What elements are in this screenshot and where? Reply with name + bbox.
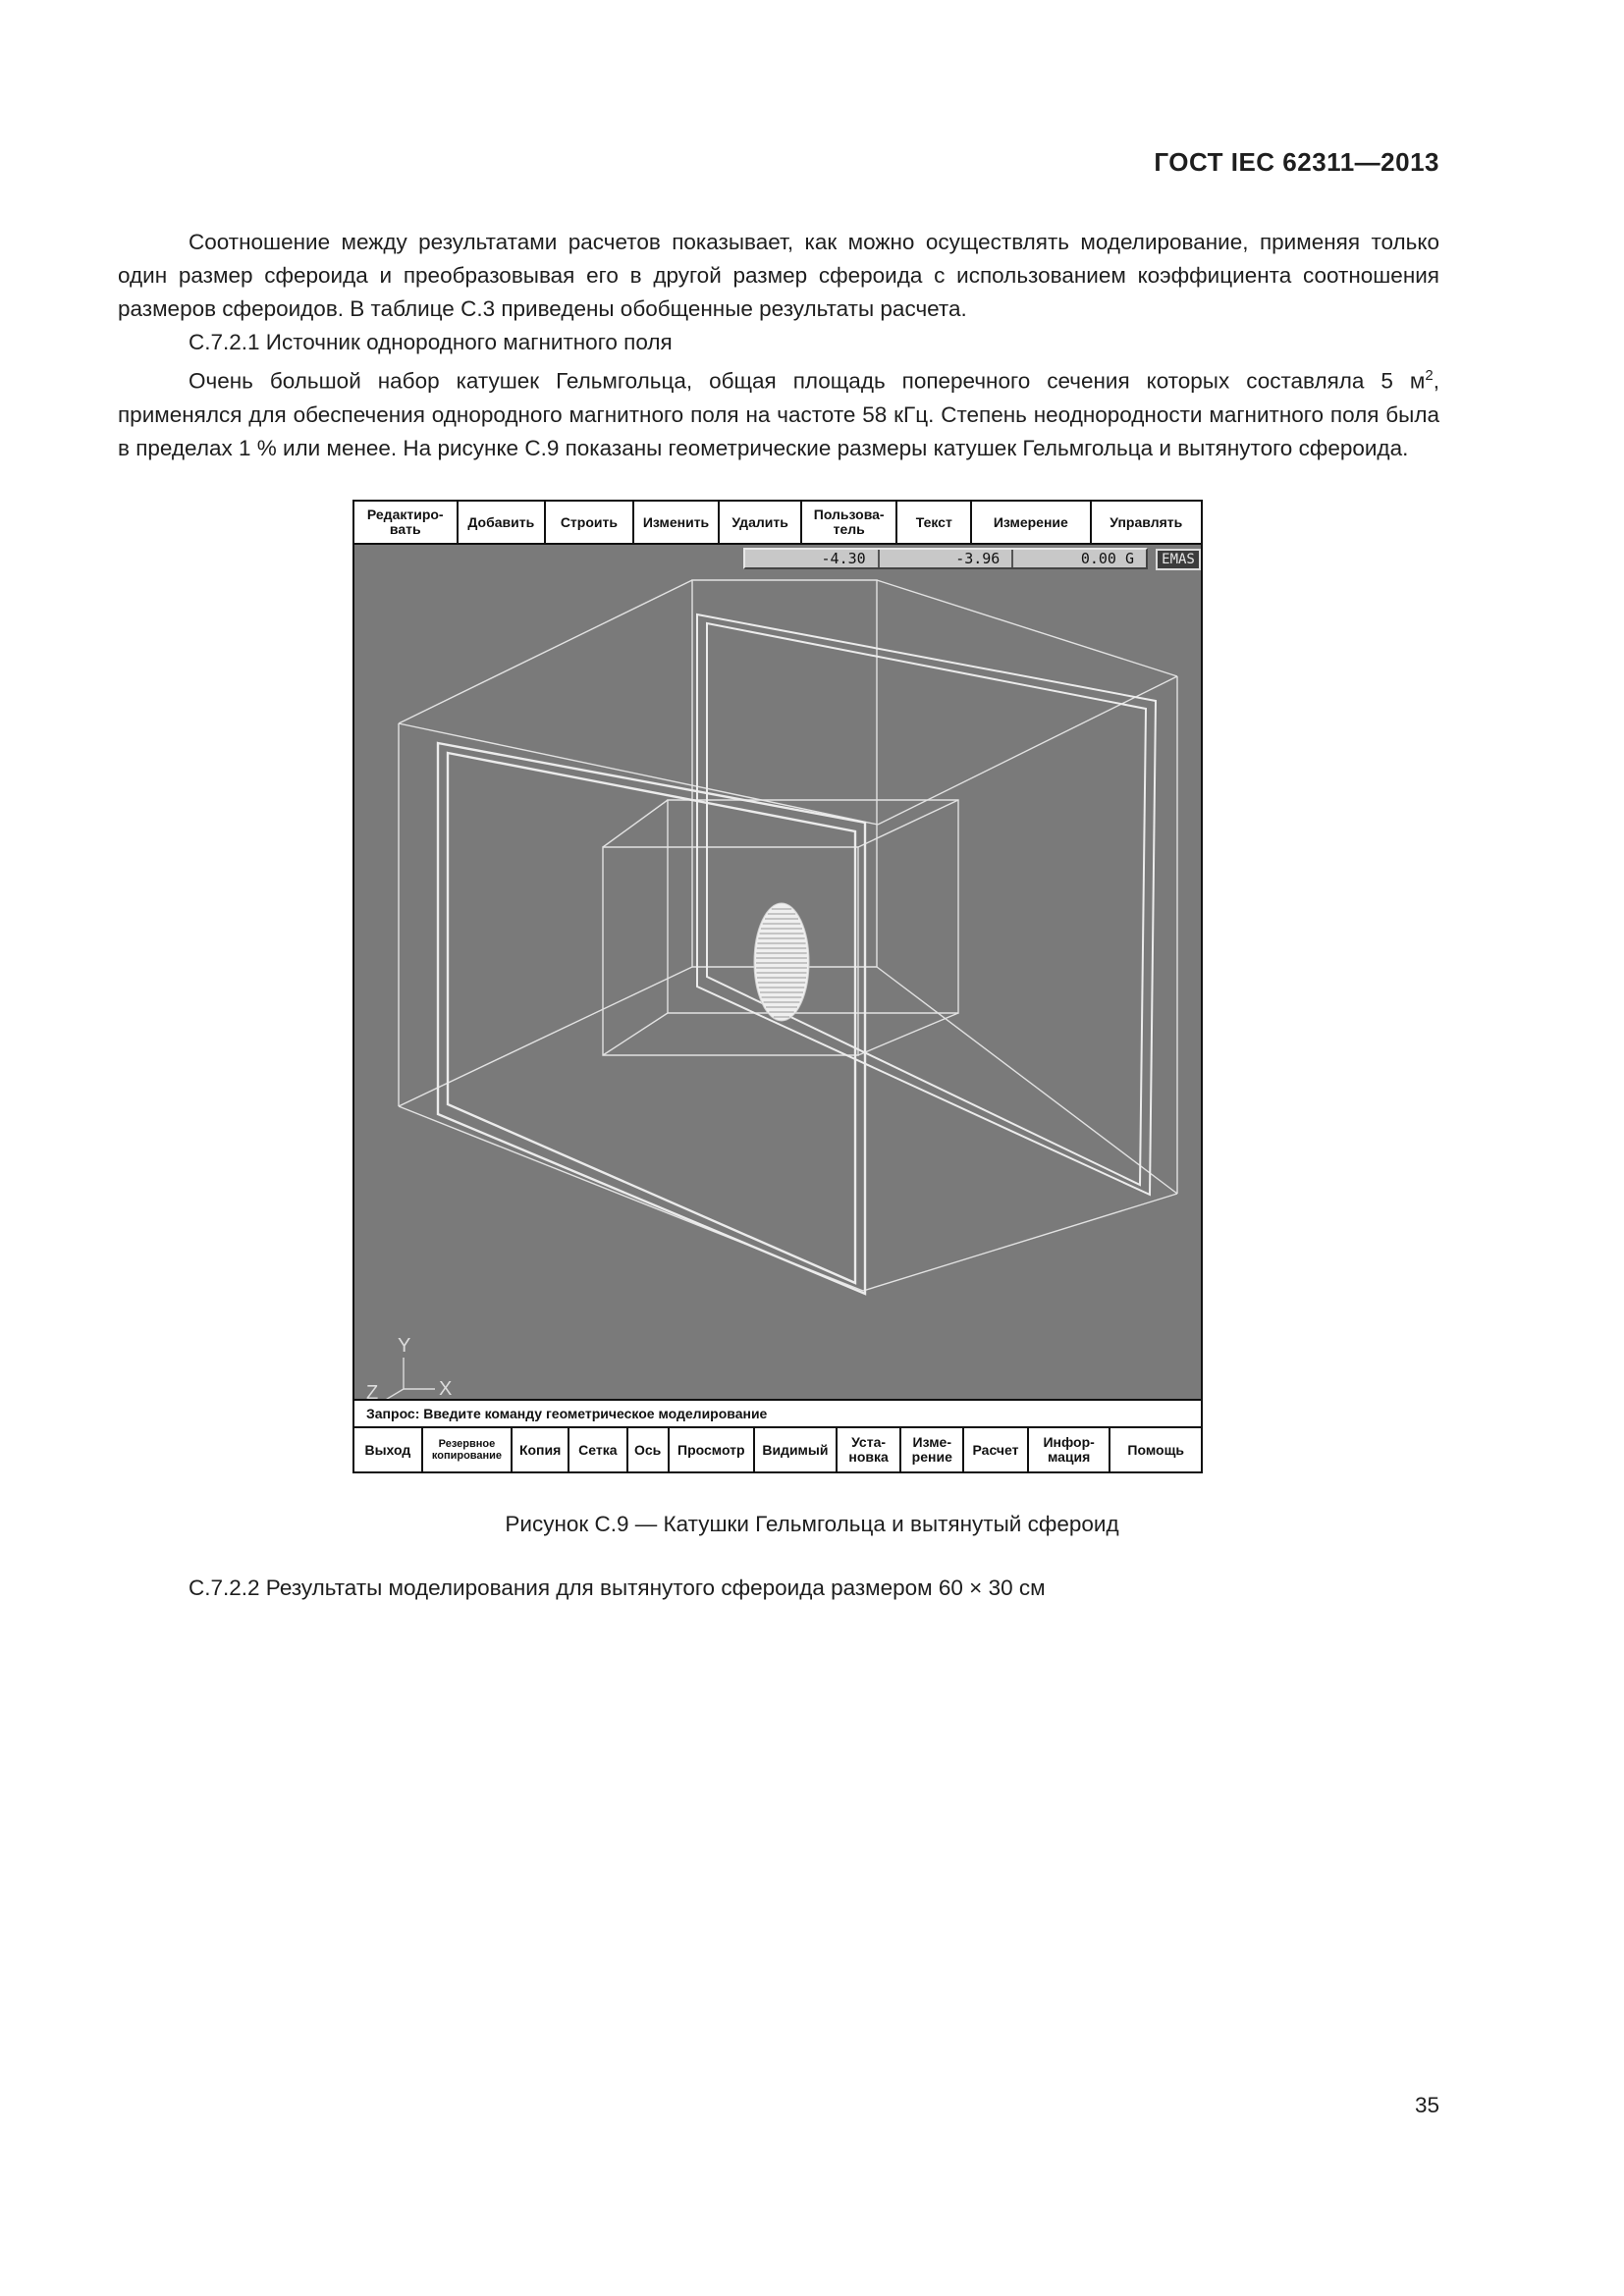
inner-box-back xyxy=(668,800,958,1013)
menu-item[interactable]: Строить xyxy=(546,502,634,543)
inner-box-front xyxy=(603,847,858,1055)
command-button[interactable]: Выход xyxy=(354,1428,423,1471)
outer-box-edge xyxy=(877,580,1177,676)
coordinate-value: 0.00 G xyxy=(1080,550,1135,567)
command-button[interactable]: Видимый xyxy=(755,1428,838,1471)
front-coil-outer xyxy=(438,743,865,1294)
outer-box-edge xyxy=(399,967,692,1106)
axis-label-x: X xyxy=(439,1378,453,1399)
spheroid-body xyxy=(754,903,809,1021)
command-button[interactable]: Ось xyxy=(628,1428,670,1471)
command-button[interactable]: Копия xyxy=(513,1428,569,1471)
command-button[interactable]: Помощь xyxy=(1127,1441,1184,1458)
menu-item[interactable]: Пользова- тель xyxy=(802,502,898,543)
command-button[interactable]: Просмотр xyxy=(670,1428,756,1471)
section-heading-c7-2-2: С.7.2.2 Результаты моделирования для вытянутого сфероида размером 60 × 30 см xyxy=(189,1575,1046,1600)
axis-label-y: Y xyxy=(398,1335,411,1357)
inner-box-edge xyxy=(603,800,668,847)
menu-item[interactable]: Текст xyxy=(897,502,972,543)
command-button[interactable]: Сетка xyxy=(569,1428,628,1471)
paragraph-helmholtz-text-2: , применялся для обеспечения однородного магнитного поля на частоте 58 кГц. Степень неоднородности магнитного поля была в пределах 1 % или менее. На рисунке С.9 показаны геометрические размеры катушек Гельмгольца и вытянутого сфероида. xyxy=(118,368,1439,460)
menu-item[interactable]: Измерение xyxy=(972,502,1091,543)
back-coil-inner xyxy=(707,623,1146,1185)
paragraph-helmholtz xyxy=(118,359,1439,465)
helmholtz-scene xyxy=(354,545,1201,1399)
coordinate-value: -3.96 xyxy=(880,550,1014,567)
axis-z xyxy=(384,1389,404,1399)
menu-item[interactable]: Удалить xyxy=(720,502,802,543)
command-button[interactable]: Инфор- мация xyxy=(1029,1428,1111,1471)
standard-number: ГОСТ IEC 62311—2013 xyxy=(1154,147,1439,177)
spheroid xyxy=(754,903,809,1021)
emas-button[interactable]: EMAS xyxy=(1156,549,1201,570)
figure-c9 xyxy=(352,500,1203,1477)
command-button[interactable]: Изме- рение xyxy=(901,1428,964,1471)
axis-label-z: Z xyxy=(366,1382,379,1399)
command-prompt[interactable]: Запрос: Введите команду геометрическое моделирование xyxy=(352,1399,1203,1428)
menu-bar xyxy=(352,500,1203,545)
outer-box-edge xyxy=(399,723,878,825)
paragraph-helmholtz-text-1: Очень большой набор катушек Гельмгольца, общая площадь поперечного сечения которых составляла 5 м xyxy=(189,368,1426,394)
figure-caption: Рисунок С.9 — Катушки Гельмгольца и вытянутый сфероид xyxy=(505,1512,1119,1536)
page-number: 35 xyxy=(1414,2093,1439,2117)
menu-item[interactable]: Изменить xyxy=(634,502,721,543)
menu-item[interactable]: Добавить xyxy=(459,502,547,543)
outer-box-edge xyxy=(863,1194,1177,1291)
coordinate-readout xyxy=(743,548,1148,569)
section-heading-c7-2-1: С.7.2.1 Источник однородного магнитного поля xyxy=(189,330,673,354)
superscript-2: 2 xyxy=(1425,367,1434,384)
back-coil-outer xyxy=(697,614,1156,1195)
outer-box-edge xyxy=(878,676,1177,825)
model-viewport[interactable] xyxy=(352,545,1203,1399)
inner-box-edge xyxy=(603,1013,668,1055)
command-button[interactable]: Уста- новка xyxy=(838,1428,902,1471)
intro-paragraph-block xyxy=(118,226,1439,465)
command-button[interactable]: Расчет xyxy=(964,1428,1029,1471)
inner-box-edge xyxy=(858,1013,958,1055)
menu-item[interactable]: Редактиро- вать xyxy=(354,502,459,543)
paragraph-ratio: Соотношение между результатами расчетов показывает, как можно осуществлять моделирование, применяя только один размер сфероида и преобразовывая его в другой размер сфероида с использованием коэффициента соотношения размеров сфероидов. В таблице С.3 приведены обобщенные результаты расчета. xyxy=(118,230,1439,321)
menu-item[interactable]: Управлять xyxy=(1110,513,1183,530)
command-bar xyxy=(352,1428,1203,1473)
coordinate-value: -4.30 xyxy=(745,550,880,567)
outer-box-edge xyxy=(399,580,692,723)
command-button[interactable]: Резервное копирование xyxy=(423,1428,514,1471)
